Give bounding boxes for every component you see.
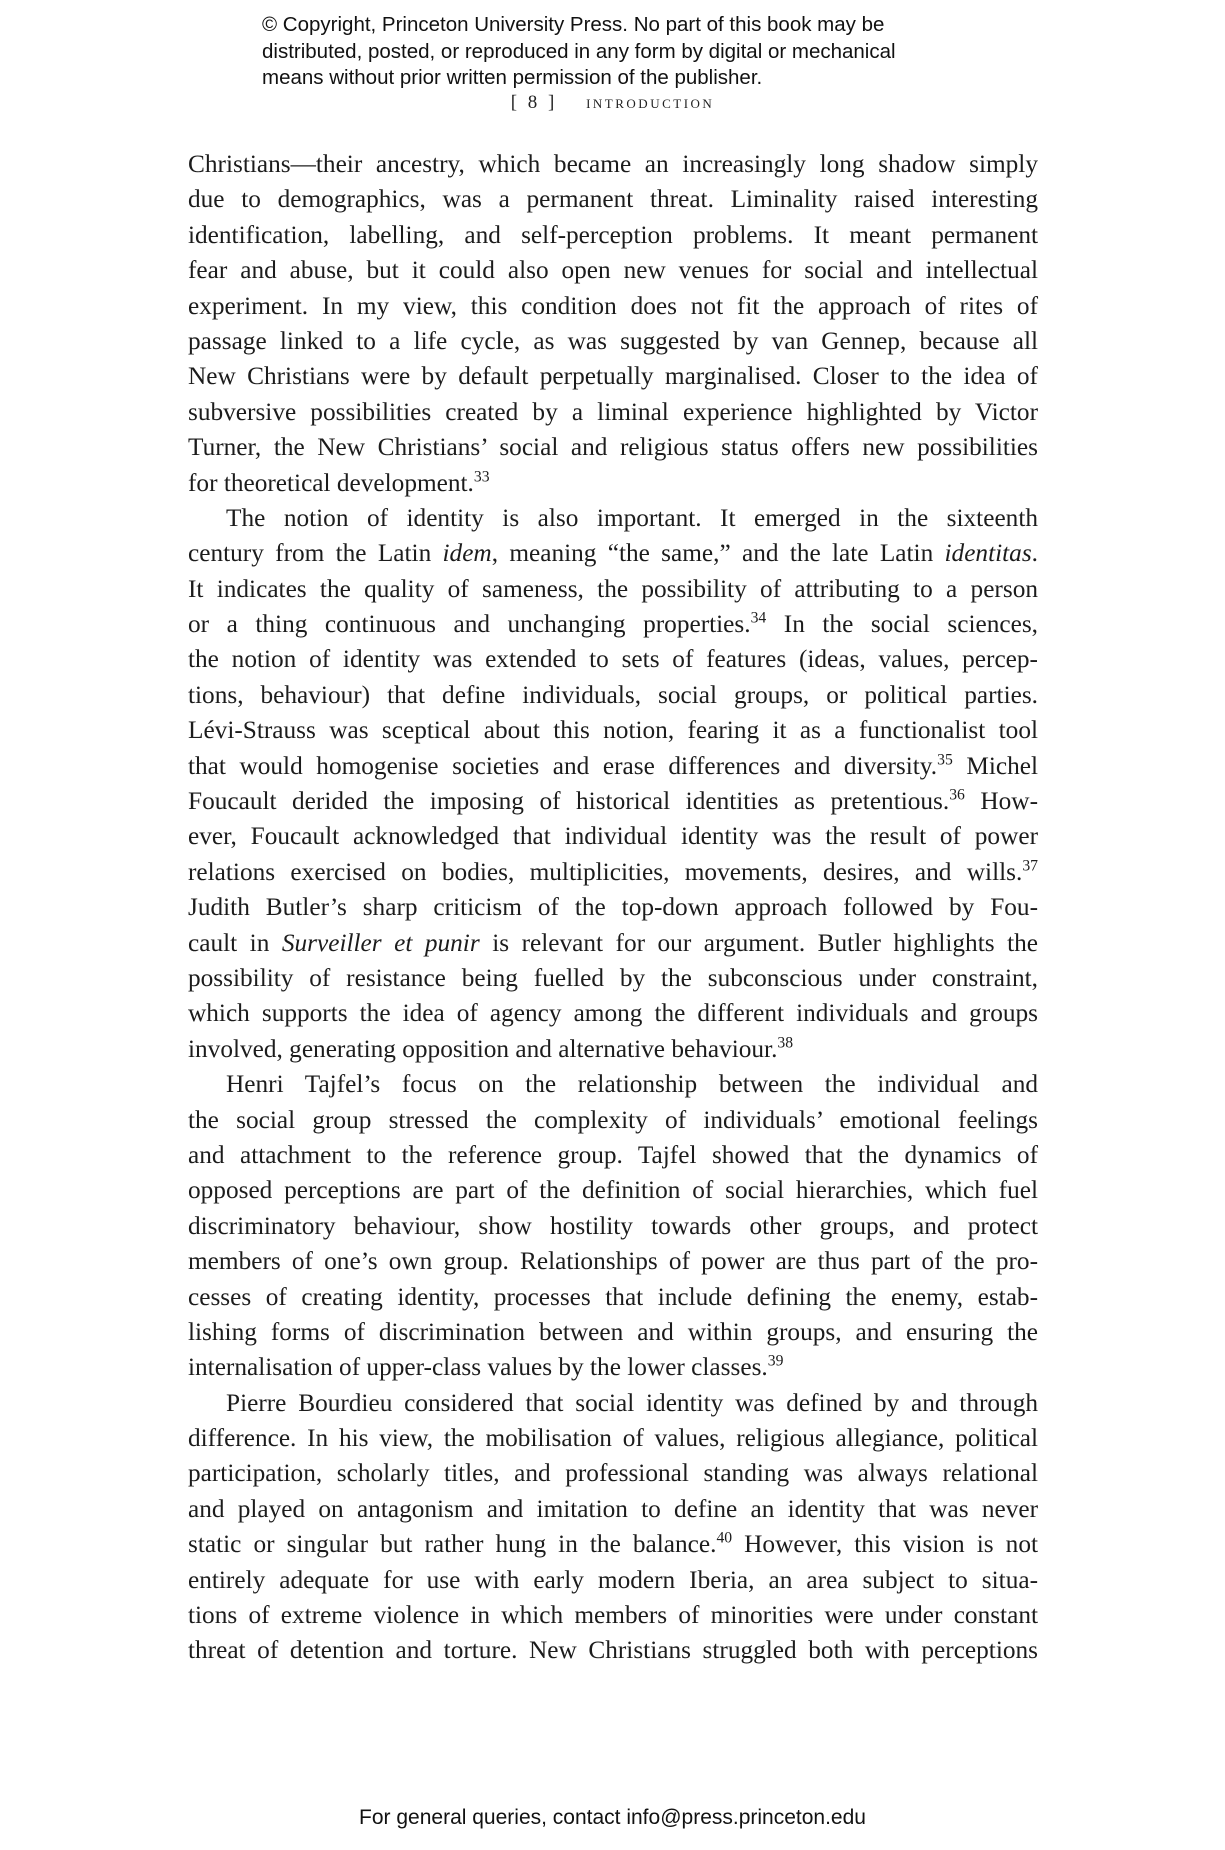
text-line (188, 572, 1038, 607)
text-segment: opposed perceptions are part of the definition of social hierarchies, which fuel (188, 1176, 1038, 1205)
text-segment: involved, generating opposition and alternative behaviour. (188, 1034, 778, 1063)
text-line (188, 324, 1038, 359)
text-segment: ever, Foucault acknowledged that individual identity was the result of power (188, 822, 1038, 851)
text-line (188, 147, 1038, 182)
text-segment: century from the Latin (188, 539, 443, 568)
text-segment: is relevant for our argument. Butler highlights the (479, 928, 1038, 957)
text-segment: participation, scholarly titles, and professional standing was always relational (188, 1459, 1038, 1488)
text-segment: subversive possibilities created by a liminal experience highlighted by Victor (188, 397, 1038, 426)
text-segment: How- (964, 787, 1039, 816)
footer-contact: For general queries, contact info@press.princeton.edu (359, 1806, 866, 1829)
text-segment: , meaning “the same,” and the late Latin (491, 539, 945, 568)
text-line (188, 1032, 1038, 1067)
text-line (188, 1067, 1038, 1102)
text-segment: members of one’s own group. Relationships of power are thus part of the pro- (188, 1247, 1038, 1276)
text-line (188, 749, 1038, 784)
text-segment: lishing forms of discrimination between and within groups, and ensuring the (188, 1317, 1038, 1346)
text-segment: Christians—their ancestry, which became an increasingly long shadow simply (188, 150, 1038, 178)
text-line (188, 1315, 1038, 1350)
text-segment: passage linked to a life cycle, as was suggested by van Gennep, because all (188, 326, 1038, 355)
italic-term: idem (442, 539, 492, 568)
text-segment: Lévi-Strauss was sceptical about this notion, fearing it as a functionalist tool (188, 716, 1038, 745)
footnote-ref: 33 (473, 467, 490, 485)
copyright-line: © Copyright, Princeton University Press. No part of this book may be (262, 13, 885, 36)
text-line (188, 961, 1038, 996)
text-line (188, 996, 1038, 1031)
text-line (188, 1527, 1038, 1562)
page-number: [ 8 ] (510, 92, 558, 113)
text-segment: relations exercised on bodies, multiplicities, movements, desires, and wills. (188, 857, 1023, 886)
text-line (188, 1350, 1038, 1385)
text-line (188, 1563, 1038, 1598)
text-line (188, 1280, 1038, 1315)
text-segment: It indicates the quality of sameness, the possibility of attributing to a person (188, 574, 1038, 603)
text-segment: the notion of identity was extended to sets of features (ideas, values, percep- (188, 645, 1038, 674)
text-segment: threat of detention and torture. New Christians struggled both with perceptions (188, 1636, 1038, 1665)
text-line (188, 642, 1038, 677)
footnote-ref: 40 (716, 1529, 733, 1547)
text-segment: static or singular but rather hung in the balance. (188, 1530, 717, 1559)
running-head (0, 92, 1225, 114)
text-segment: experiment. In my view, this condition does not fit the approach of rites of (188, 291, 1038, 320)
body-text (188, 147, 1038, 1669)
text-segment: internalisation of upper-class values by the lower classes. (188, 1353, 768, 1382)
text-segment: discriminatory behaviour, show hostility towards other groups, and protect (188, 1211, 1038, 1240)
text-line (188, 1209, 1038, 1244)
section-title: introduction (586, 92, 715, 113)
text-line (188, 1173, 1038, 1208)
text-line (188, 359, 1038, 394)
text-line (188, 1103, 1038, 1138)
text-line (188, 430, 1038, 465)
text-line (188, 218, 1038, 253)
text-segment: Foucault derided the imposing of historical identities as pretentious. (188, 787, 950, 816)
text-segment: Judith Butler’s sharp criticism of the top-down approach followed by Fou- (188, 893, 1038, 922)
text-line (188, 1421, 1038, 1456)
text-line (188, 1244, 1038, 1279)
italic-term: identitas (944, 539, 1032, 568)
text-line (188, 182, 1038, 217)
text-segment: New Christians were by default perpetually marginalised. Closer to the idea of (188, 362, 1038, 391)
text-segment: Turner, the New Christians’ social and religious status offers new possibilities (188, 433, 1038, 462)
copyright-line: means without prior written permission of the publisher. (262, 66, 763, 89)
text-segment: tions of extreme violence in which members of minorities were under constant (188, 1601, 1038, 1630)
text-line (188, 819, 1038, 854)
text-line (188, 926, 1038, 961)
text-segment: due to demographics, was a permanent threat. Liminality raised interesting (188, 185, 1038, 214)
copyright-line: distributed, posted, or reproduced in any form by digital or mechanical (262, 39, 896, 63)
text-line (188, 1492, 1038, 1527)
text-line (188, 501, 1038, 536)
footnote-ref: 34 (750, 609, 767, 627)
text-line (188, 855, 1038, 890)
text-segment: and played on antagonism and imitation to define an identity that was never (188, 1494, 1038, 1523)
footnote-ref: 37 (1022, 857, 1038, 875)
text-segment: the social group stressed the complexity of individuals’ emotional feelings (188, 1105, 1038, 1134)
text-segment: or a thing continuous and unchanging properties. (188, 610, 751, 639)
text-segment: In the social sciences, (766, 610, 1038, 639)
text-line (188, 607, 1038, 642)
text-segment: Michel (952, 751, 1038, 780)
text-segment: and attachment to the reference group. Tajfel showed that the dynamics of (188, 1140, 1038, 1169)
text-segment: fear and abuse, but it could also open new venues for social and intellectual (188, 256, 1038, 285)
copyright-notice (262, 12, 982, 92)
footnote-ref: 39 (767, 1352, 784, 1370)
text-line (188, 784, 1038, 819)
text-segment: difference. In his view, the mobilisation of values, religious allegiance, political (188, 1424, 1038, 1453)
footnote-ref: 35 (937, 750, 953, 768)
italic-term: Surveiller et punir (281, 928, 480, 957)
text-line (188, 395, 1038, 430)
text-segment: which supports the idea of agency among the different individuals and groups (188, 999, 1038, 1028)
text-line (188, 253, 1038, 288)
text-segment: Henri Tajfel’s focus on the relationship between the individual and (226, 1070, 1038, 1099)
text-line (188, 536, 1038, 571)
text-segment: The notion of identity is also important. It emerged in the sixteenth (226, 503, 1038, 532)
text-segment: Pierre Bourdieu considered that social identity was defined by and through (226, 1388, 1038, 1417)
text-line (188, 678, 1038, 713)
text-segment: possibility of resistance being fuelled by the subconscious under constraint, (188, 963, 1038, 992)
text-segment: that would homogenise societies and erase differences and diversity. (188, 751, 938, 780)
text-line (188, 1633, 1038, 1668)
footnote-ref: 36 (949, 786, 965, 804)
text-segment: entirely adequate for use with early modern Iberia, an area subject to situa- (188, 1565, 1038, 1594)
text-segment: cesses of creating identity, processes that include defining the enemy, estab- (188, 1282, 1038, 1311)
text-segment: for theoretical development. (188, 468, 474, 497)
text-line (188, 1598, 1038, 1633)
text-segment: identification, labelling, and self-perception problems. It meant permanent (188, 220, 1038, 249)
text-line (188, 1138, 1038, 1173)
text-line (188, 713, 1038, 748)
text-line (188, 466, 1038, 501)
text-line (188, 890, 1038, 925)
footnote-ref: 38 (777, 1034, 794, 1052)
text-segment: tions, behaviour) that define individuals, social groups, or political parties. (188, 680, 1038, 709)
text-line (188, 289, 1038, 324)
text-segment: However, this vision is not (732, 1530, 1038, 1559)
text-line (188, 1456, 1038, 1491)
text-line (188, 1386, 1038, 1421)
text-segment: cault in (188, 928, 282, 957)
text-segment: . (1031, 539, 1038, 568)
